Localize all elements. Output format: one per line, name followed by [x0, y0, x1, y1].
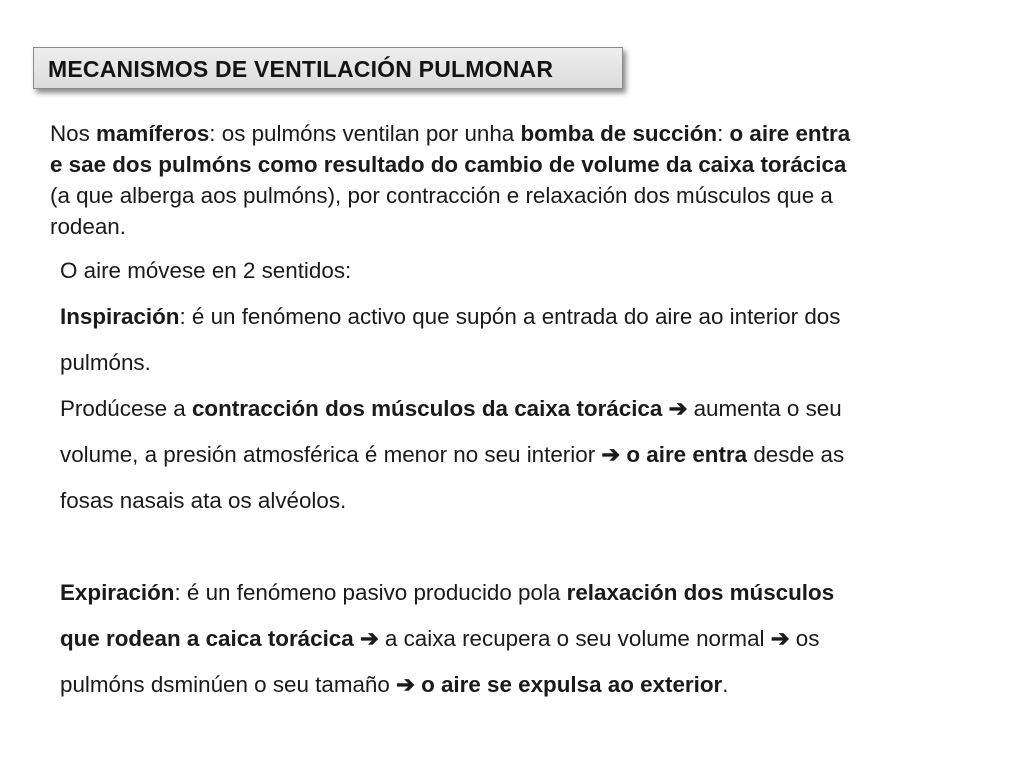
- arrow-right-icon: ➔: [770, 626, 790, 651]
- text: a caixa recupera o seu volume normal: [378, 626, 771, 651]
- text-bold: o aire se expulsa ao exterior: [421, 672, 723, 697]
- text: O aire móvese en 2 sentidos:: [60, 258, 352, 283]
- arrow-right-icon: ➔: [359, 626, 379, 651]
- text-bold: que rodean a caica torácica: [60, 626, 354, 651]
- movement-line-5: [60, 432, 980, 478]
- expiration-paragraph: [60, 570, 980, 708]
- intro-line-3: [50, 180, 980, 211]
- text: : é un fenómeno pasivo producido pola: [174, 580, 567, 605]
- intro-paragraph: [50, 118, 980, 242]
- text: pulmóns dsminúen o seu tamaño: [60, 672, 397, 697]
- movement-line-3: [60, 340, 980, 386]
- intro-line-2: [50, 149, 980, 180]
- text: (a que alberga aos pulmóns), por contracción e relaxación dos músculos que a: [50, 183, 833, 208]
- expiration-line-2: [60, 616, 980, 662]
- arrow-right-icon: ➔: [668, 396, 688, 421]
- text-bold: o aire entra: [729, 121, 851, 146]
- text: .: [722, 672, 729, 697]
- text-bold: e sae dos pulmóns como resultado do cambio de volume da caixa torácica: [50, 152, 847, 177]
- movement-line-6: [60, 478, 980, 524]
- intro-line-1: [50, 118, 980, 149]
- text-bold: Expiración: [60, 580, 175, 605]
- text-bold: o aire entra: [626, 442, 748, 467]
- movement-line-2: [60, 294, 980, 340]
- title-box: [33, 47, 623, 89]
- expiration-line-1: [60, 570, 980, 616]
- text-bold: relaxación dos músculos: [566, 580, 835, 605]
- text-bold: mamíferos: [96, 121, 210, 146]
- text: desde as: [747, 442, 845, 467]
- slide-title: MECANISMOS DE VENTILACIÓN PULMONAR: [48, 56, 554, 82]
- expiration-line-3: [60, 662, 980, 708]
- text: volume, a presión atmosférica é menor no seu interior: [60, 442, 602, 467]
- text: Prodúcese a: [60, 396, 192, 421]
- text: :: [717, 121, 730, 146]
- text: os: [789, 626, 820, 651]
- text: aumenta o seu: [687, 396, 842, 421]
- intro-line-4: [50, 211, 980, 242]
- arrow-right-icon: ➔: [396, 672, 415, 697]
- text: : os pulmóns ventilan por unha: [209, 121, 521, 146]
- text-bold: bomba de succión: [520, 121, 718, 146]
- movement-line-4: [60, 386, 980, 432]
- arrow-right-icon: ➔: [601, 442, 621, 467]
- text-bold: contracción dos músculos da caixa torácica: [191, 396, 663, 421]
- text: rodean.: [50, 214, 126, 239]
- text: Nos: [50, 121, 97, 146]
- movement-line-1: [60, 248, 980, 294]
- inspiration-paragraph: [60, 248, 980, 524]
- text: pulmóns.: [60, 350, 151, 375]
- text: : é un fenómeno activo que supón a entrada do aire ao interior dos: [179, 304, 841, 329]
- text-bold: Inspiración: [60, 304, 180, 329]
- text: fosas nasais ata os alvéolos.: [60, 488, 347, 513]
